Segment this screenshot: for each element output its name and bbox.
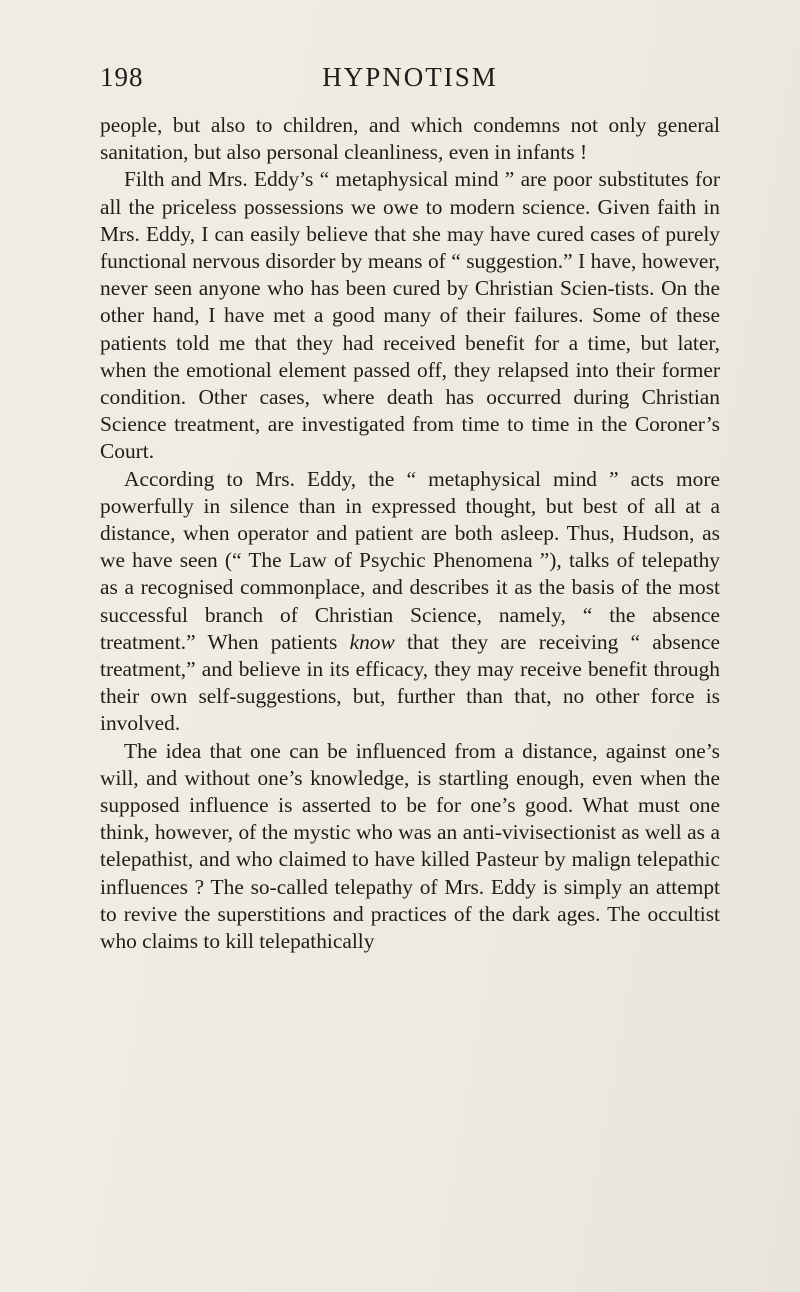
paragraph-text-after-emphasis: that they are receiving “ absence treatment,” and believe in its efficacy, they may receive benefit through their own self-suggestions, but, further than that, no other force is involved. xyxy=(100,629,720,736)
running-head xyxy=(100,62,720,102)
paragraph-text-before-emphasis: According to Mrs. Eddy, the “ metaphysical mind ” acts more powerfully in silence than in expressed thought, but best of all at a distance, when operator and patient are both asleep. Thus, Hudson, as we have seen (“ The Law of Psychic Phenomena ”), talks of telepathy as a recognised commonplace, and describes it as the basis of the most successful branch of Christian Science, namely, “ the absence treatment.” When patients xyxy=(100,466,720,654)
emphasis-know: know xyxy=(349,629,395,654)
paragraph-influence-at-distance: The idea that one can be influenced from a distance, against one’s will, and without one’s knowledge, is startling enough, even when the supposed influence is asserted to be for one’s good. What must one think, however, of the mystic who was an anti-vivisectionist as well as a telepathist, and who claimed to have killed Pasteur by malign telepathic influences ? The so-called telepathy of Mrs. Eddy is simply an attempt to revive the superstitions and practices of the dark ages. The occultist who claims to kill telepathically xyxy=(100,738,720,954)
paragraph-metaphysical-mind xyxy=(100,466,720,738)
body-text xyxy=(100,112,720,955)
paragraph-continuation: people, but also to children, and which condemns not only general sanitation, but also personal cleanliness, even in infants ! xyxy=(100,113,720,165)
paragraph-filth: Filth and Mrs. Eddy’s “ metaphysical mind ” are poor substitutes for all the priceless possessions we owe to modern science. Given faith in Mrs. Eddy, I can easily believe that she may have cured cases of purely functional nervous disorder by means of “ suggestion.” I have, however, never seen anyone who has been cured by Christian Scien-tists. On the other hand, I have met a good many of their failures. Some of these patients told me that they had received benefit for a time, but later, when the emotional element passed off, they relapsed into their former condition. Other cases, where death has occurred during Christian Science treatment, are investigated from time to time in the Coroner’s Court. xyxy=(100,167,720,464)
running-title: HYPNOTISM xyxy=(322,62,498,92)
page-number: 198 xyxy=(100,62,144,92)
